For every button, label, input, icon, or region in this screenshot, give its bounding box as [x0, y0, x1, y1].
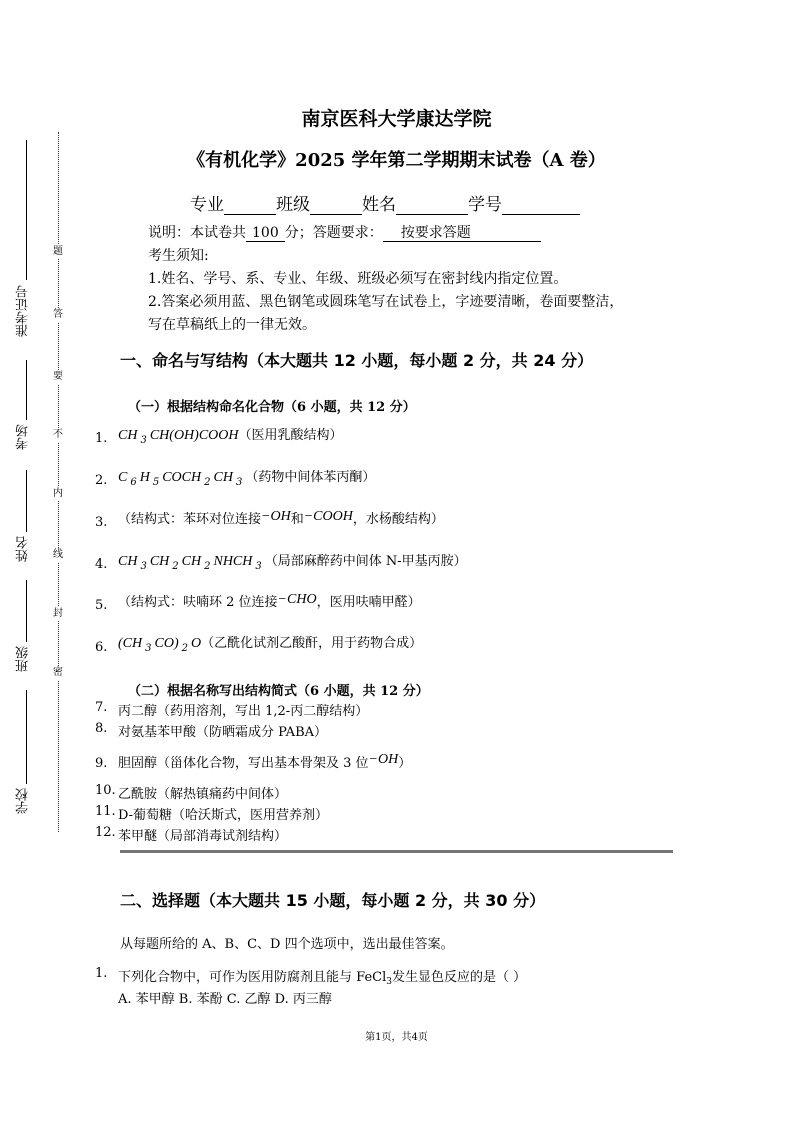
formula: CH — [118, 428, 138, 443]
question-8: 对氨基苯甲酸（防晒霜成分 PABA） — [118, 725, 328, 740]
formula: CH — [213, 470, 233, 485]
question-5 — [118, 591, 421, 611]
question-note: （医用乳酸结构） — [238, 428, 343, 443]
mc-question-1-options: A. 苯甲醇 B. 苯酚 C. 乙醇 D. 丙三醇 — [118, 992, 332, 1007]
notes-text: 分；答题要求： — [284, 225, 383, 241]
question-number: 12. — [95, 825, 116, 840]
formula: −COOH — [303, 509, 353, 524]
question-note: （乙酰化试剂乙酸酐，用于药物合成） — [201, 636, 423, 651]
section-divider — [120, 850, 673, 853]
question-1 — [118, 424, 343, 444]
question-number: 6. — [95, 640, 108, 655]
subscript: 2 — [181, 643, 188, 654]
exam-title: 《有机化学》2025 学年第二学期期末试卷（A 卷） — [187, 150, 606, 171]
formula: −OH — [368, 752, 399, 767]
question-text: 胆固醇（甾体化合物，写出基本骨架及 3 位 — [118, 756, 369, 771]
formula: NHCH — [213, 554, 253, 569]
question-text: 下列化合物中，可作为医用防腐剂且能与 FeCl — [118, 970, 387, 985]
field-id-blank[interactable] — [502, 196, 580, 215]
section1-heading: 一、命名与写结构（本大题共 12 小题，每小题 2 分，共 24 分） — [120, 351, 594, 370]
seal-char: 内 — [50, 487, 66, 501]
field-major-blank[interactable] — [224, 196, 276, 215]
question-number: 11. — [95, 804, 116, 819]
question-12: 苯甲醚（局部消毒试剂结构） — [118, 829, 288, 844]
section2-heading: 二、选择题（本大题共 15 小题，每小题 2 分，共 30 分） — [120, 891, 546, 910]
side-label-exam-id: 准考证号 — [16, 285, 31, 337]
field-major-label: 专业 — [190, 195, 224, 215]
seal-char: 题 — [50, 245, 66, 259]
formula: C — [118, 470, 128, 485]
side-blank-line — [26, 360, 27, 420]
question-text: 和 — [290, 512, 304, 527]
side-label-name: 姓名 — [16, 536, 31, 562]
question-number: 8. — [95, 721, 108, 736]
notes-text: 说明：本试卷共 — [148, 225, 246, 241]
question-text: （结构式：苯环对位连接 — [118, 512, 262, 527]
formula: CO) — [154, 636, 179, 651]
section2-instruction: 从每题所给的 A、B、C、D 四个选项中，选出最佳答案。 — [120, 937, 454, 952]
section1-part1-heading: （一）根据结构命名化合物（6 小题，共 12 分） — [128, 400, 416, 415]
formula: H — [139, 470, 150, 485]
subscript: 2 — [204, 561, 211, 572]
notes-item-2a: 2.答案必须用蓝、黑色钢笔或圆珠笔写在试卷上，字迹要清晰，卷面要整洁， — [148, 294, 624, 310]
field-class-label: 班级 — [276, 195, 310, 215]
formula: COCH — [162, 470, 202, 485]
side-blank-line — [26, 470, 27, 532]
subscript: 3 — [235, 477, 243, 488]
question-number: 5. — [95, 598, 108, 613]
question-6 — [118, 632, 422, 652]
question-number: 10. — [95, 783, 116, 798]
question-number: 3. — [95, 515, 108, 530]
formula: CH — [118, 554, 138, 569]
question-number: 9. — [95, 756, 108, 771]
exam-notes — [148, 222, 678, 337]
question-number: 1. — [95, 431, 108, 446]
notes-title: 考生须知: — [148, 248, 209, 264]
seal-char: 封 — [50, 607, 66, 621]
side-label-room: 考场 — [16, 424, 31, 450]
question-2 — [118, 466, 375, 486]
seal-char: 密 — [50, 666, 66, 680]
side-label-class: 班级 — [16, 646, 31, 672]
subscript: 2 — [172, 561, 179, 572]
subscript: 3 — [140, 561, 147, 572]
notes-item-1: 1.姓名、学号、系、专业、年级、班级必须写在密封线内指定位置。 — [148, 271, 568, 287]
subscript: 3 — [140, 435, 147, 446]
formula: CH — [181, 554, 202, 569]
seal-char: 要 — [50, 370, 66, 384]
formula: CH(OH)COOH — [149, 428, 239, 443]
formula: O — [191, 636, 202, 651]
question-10: 乙酰胺（解热镇痛药中间体） — [118, 787, 288, 802]
question-7: 丙二醇（药用溶剂，写出 1,2-丙二醇结构） — [118, 704, 369, 719]
page-footer: 第1页，共4页 — [365, 1032, 428, 1043]
question-note: （局部麻醉药中间体 N-甲基丙胺） — [264, 554, 467, 569]
notes-line1 — [148, 222, 678, 245]
question-11: D-葡萄糖（哈沃斯式，医用营养剂） — [118, 808, 329, 823]
question-text: ，医用呋喃甲醛） — [316, 595, 421, 610]
question-9 — [118, 752, 411, 772]
question-4 — [118, 550, 467, 570]
question-note: （药物中间体苯丙酮） — [245, 470, 376, 485]
answer-requirement: 按要求答题 — [383, 225, 541, 242]
total-score: 100 — [246, 225, 285, 242]
seal-char: 线 — [50, 548, 66, 562]
question-number: 1. — [95, 966, 108, 981]
side-blank-line — [26, 580, 27, 642]
question-text: 发生显色反应的是（ ） — [391, 970, 527, 985]
seal-line — [58, 132, 59, 832]
student-info-row — [190, 190, 580, 215]
field-name-label: 姓名 — [362, 195, 396, 215]
side-label-school: 学校 — [16, 788, 31, 814]
subscript: 2 — [204, 477, 211, 488]
subscript: 5 — [152, 477, 160, 488]
subscript: 3 — [255, 561, 262, 572]
section1-part2-heading: （二）根据名称写出结构简式（6 小题，共 12 分） — [128, 684, 429, 699]
formula: −OH — [261, 509, 291, 524]
question-number: 7. — [95, 700, 108, 715]
seal-char: 答 — [50, 308, 66, 322]
subscript: 6 — [130, 477, 137, 488]
seal-char: 不 — [50, 428, 66, 442]
field-class-blank[interactable] — [310, 196, 362, 215]
notes-item-2b: 写在草稿纸上的一律无效。 — [148, 317, 316, 333]
formula: (CH — [118, 636, 143, 651]
formula: CH — [149, 554, 170, 569]
field-name-blank[interactable] — [396, 196, 468, 215]
subscript: 3 — [386, 977, 392, 987]
school-title: 南京医科大学康达学院 — [301, 108, 492, 130]
side-blank-line — [26, 690, 27, 784]
question-number: 2. — [95, 473, 108, 488]
formula: −CHO — [277, 592, 317, 607]
question-text: ，水杨酸结构） — [352, 512, 444, 527]
question-3 — [118, 508, 444, 528]
subscript: 3 — [145, 643, 152, 654]
question-text: ） — [398, 756, 412, 771]
mc-question-1 — [118, 966, 526, 985]
field-id-label: 学号 — [468, 195, 502, 215]
question-number: 4. — [95, 557, 108, 572]
question-text: （结构式：呋喃环 2 位连接 — [118, 595, 278, 610]
